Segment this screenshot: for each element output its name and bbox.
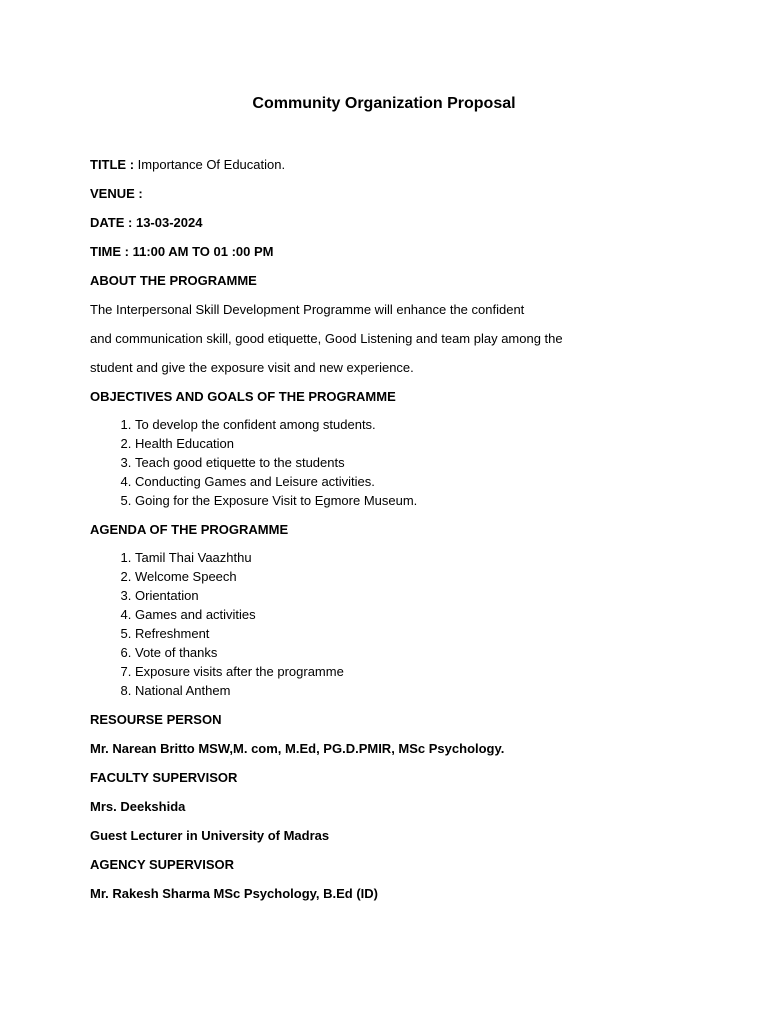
agenda-item: 3. Orientation xyxy=(135,586,710,605)
venue-label: VENUE : xyxy=(90,186,143,201)
objective-item: 5. Going for the Exposure Visit to Egmore Museum. xyxy=(135,491,710,510)
title-value: Importance Of Education. xyxy=(137,157,286,172)
agenda-item: 5. Refreshment xyxy=(135,624,710,643)
agenda-item: 2. Welcome Speech xyxy=(135,567,710,586)
agenda-item: 4. Games and activities xyxy=(135,605,710,624)
document-body xyxy=(90,156,710,914)
objective-item: 4. Conducting Games and Leisure activities. xyxy=(135,472,710,491)
objectives-list xyxy=(90,415,710,510)
resource-heading: RESOURSE PERSON xyxy=(90,712,222,727)
about-paragraph xyxy=(90,301,710,377)
agenda-item: 1. Tamil Thai Vaazhthu xyxy=(135,548,710,567)
about-line: student and give the exposure visit and new experience. xyxy=(90,360,414,375)
agenda-heading: AGENDA OF THE PROGRAMME xyxy=(90,522,289,537)
resource-name: Mr. Narean Britto MSW,M. com, M.Ed, PG.D.PMIR, MSc Psychology. xyxy=(90,741,505,756)
agenda-item: 7. Exposure visits after the programme xyxy=(135,662,710,681)
time-label: TIME : 11:00 AM TO 01 :00 PM xyxy=(90,244,274,259)
agency-heading: AGENCY SUPERVISOR xyxy=(90,857,235,872)
faculty-heading: FACULTY SUPERVISOR xyxy=(90,770,238,785)
title-label: TITLE : xyxy=(90,157,135,172)
faculty-name: Mrs. Deekshida xyxy=(90,799,186,814)
agency-name: Mr. Rakesh Sharma MSc Psychology, B.Ed (ID) xyxy=(90,886,379,901)
agenda-item: 6. Vote of thanks xyxy=(135,643,710,662)
objective-item: 2. Health Education xyxy=(135,434,710,453)
agenda-item: 8. National Anthem xyxy=(135,681,710,700)
objective-item: 1. To develop the confident among students. xyxy=(135,415,710,434)
objectives-heading: OBJECTIVES AND GOALS OF THE PROGRAMME xyxy=(90,389,396,404)
faculty-role: Guest Lecturer in University of Madras xyxy=(90,828,330,843)
about-line: The Interpersonal Skill Development Programme will enhance the confident xyxy=(90,302,525,317)
title-row xyxy=(90,156,710,174)
agenda-list xyxy=(90,548,710,700)
document-title: Community Organization Proposal xyxy=(252,95,516,112)
date-label: DATE : 13-03-2024 xyxy=(90,215,203,230)
about-line: and communication skill, good etiquette, Good Listening and team play among the xyxy=(90,331,563,346)
about-heading: ABOUT THE PROGRAMME xyxy=(90,273,257,288)
objective-item: 3. Teach good etiquette to the students xyxy=(135,453,710,472)
